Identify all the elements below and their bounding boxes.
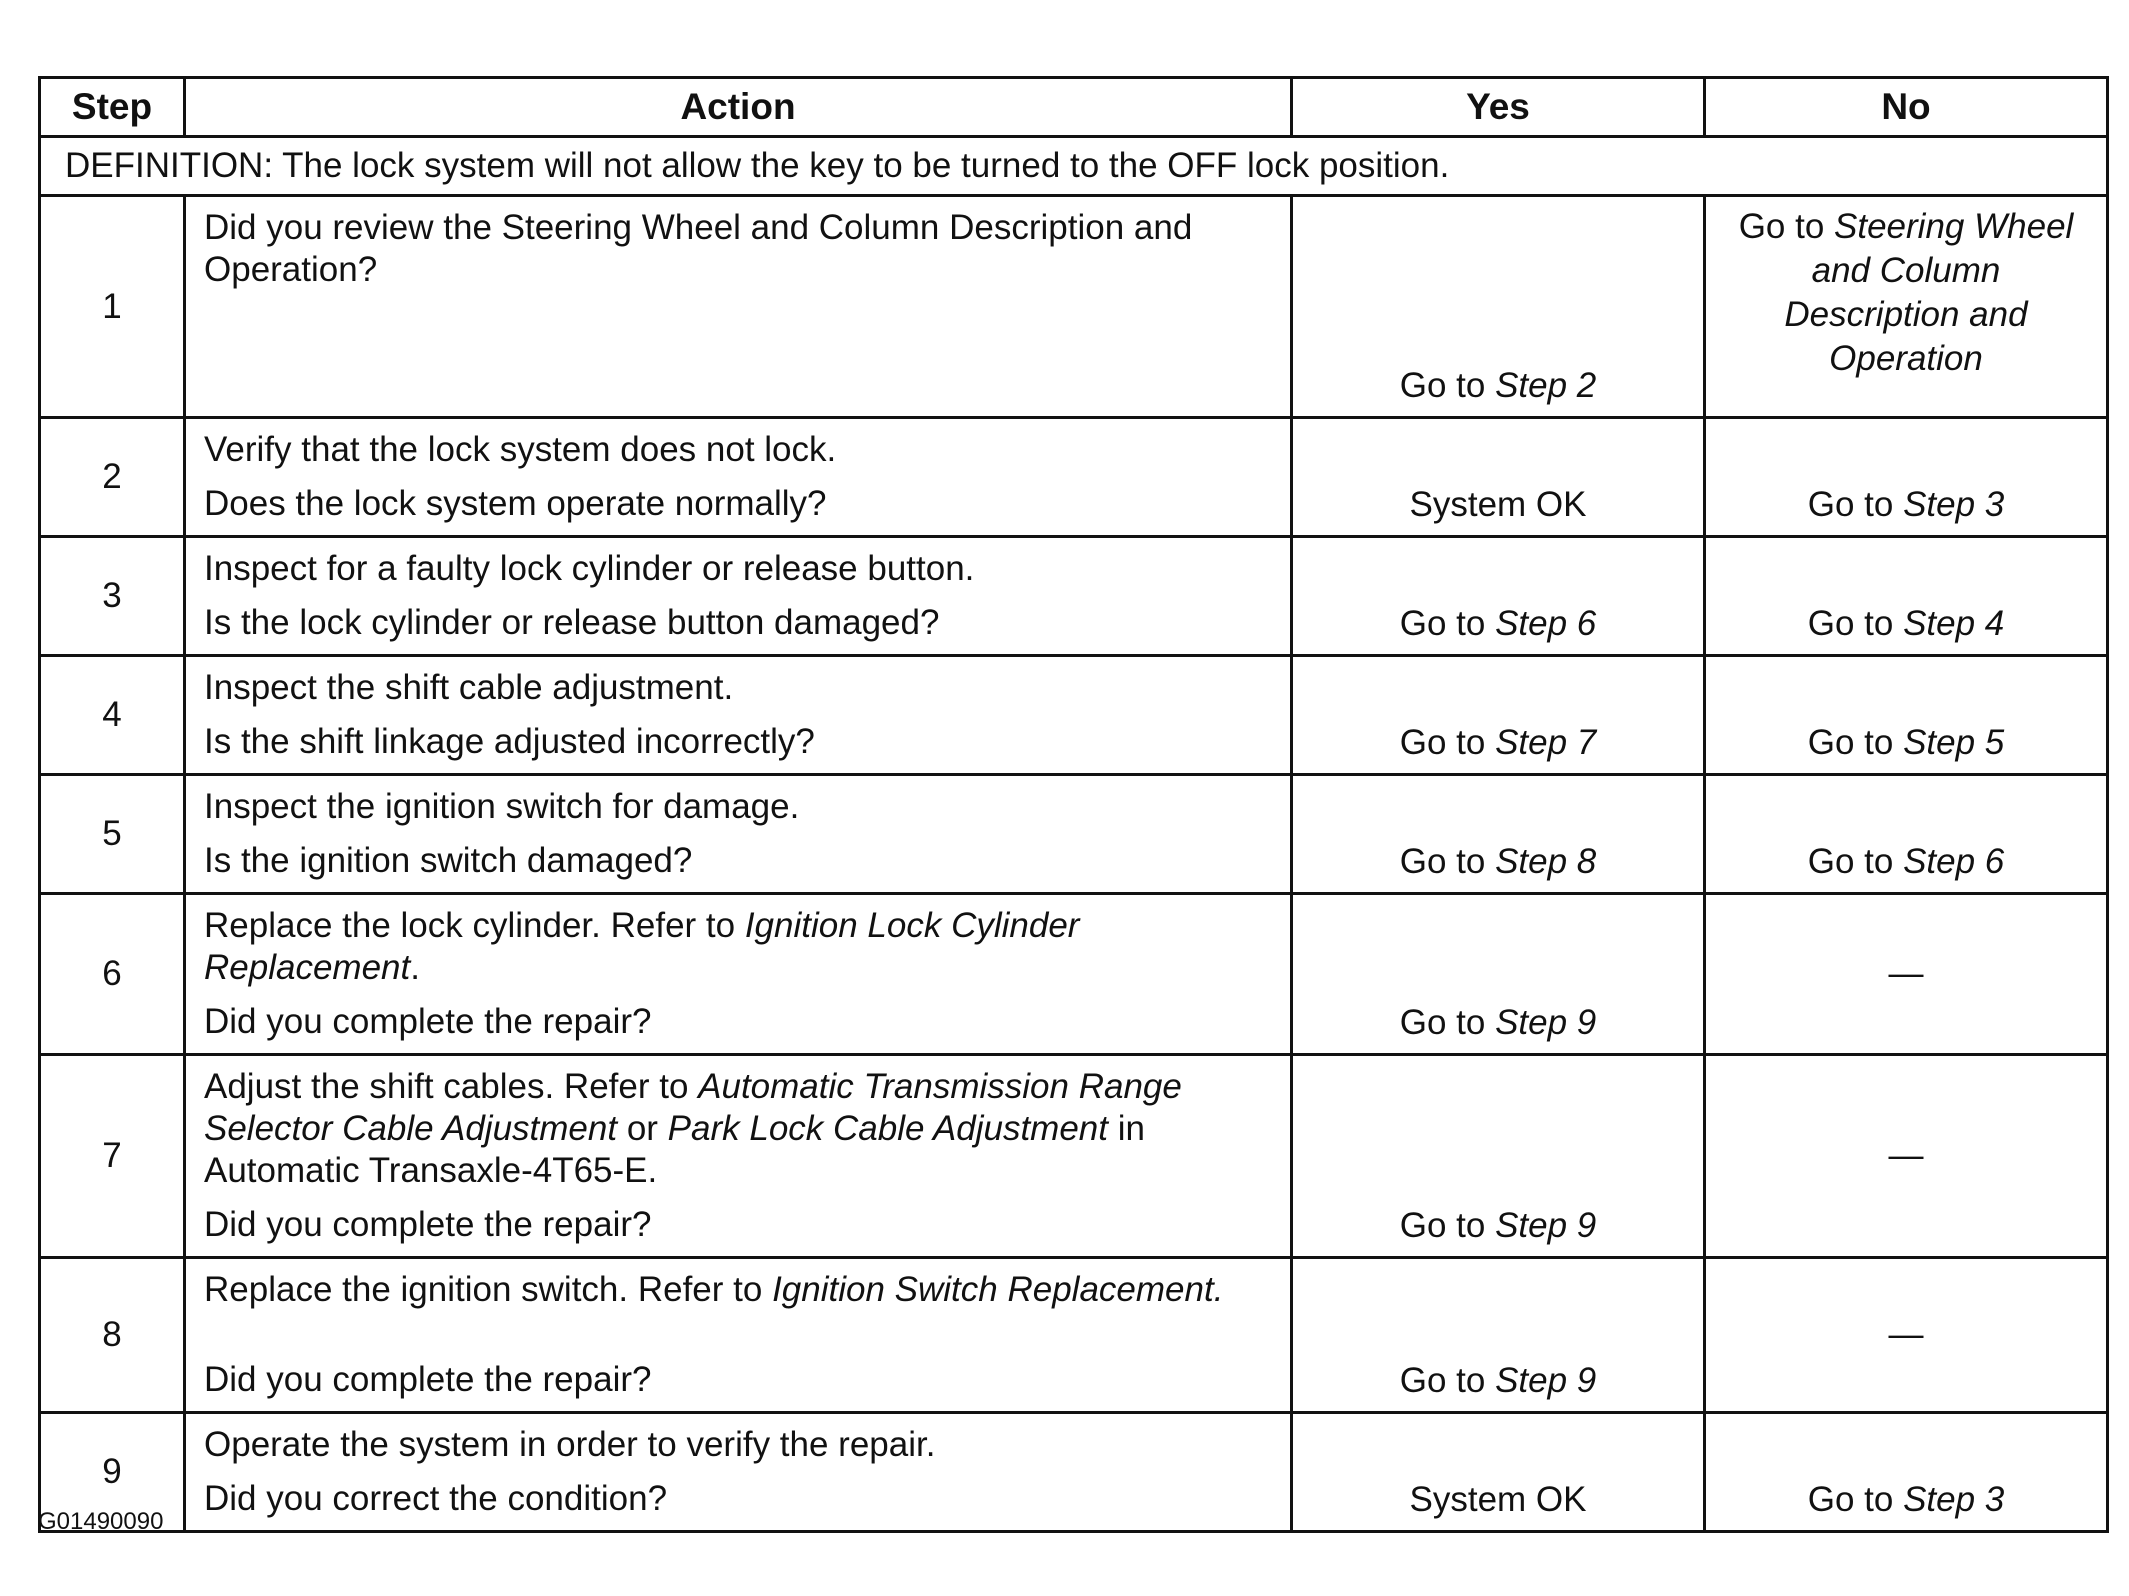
no-ref: Step 4 [1903,604,2005,643]
definition-row [40,137,2108,196]
header-row [40,78,2108,137]
yes-cell [1292,418,1705,537]
step-number: 3 [40,537,185,656]
no-dash: — [1888,1315,1924,1354]
no-prefix: Go to [1807,723,1904,762]
table-row [40,1055,2108,1258]
yes-cell [1292,1413,1705,1532]
action-text [204,1066,1272,1192]
action-ref: Automatic Transmission Range Selector Cable Adjustment [204,1067,1182,1148]
action-text: Did you review the Steering Wheel and Column Description and Operation? [204,208,1193,289]
step-number: 6 [40,894,185,1055]
action-question: Did you correct the condition? [204,1479,668,1518]
table-row [40,1413,2108,1532]
action-cell [185,1413,1292,1532]
yes-prefix: Go to [1399,1206,1496,1245]
step-number: 2 [40,418,185,537]
action-question: Did you complete the repair? [204,1205,652,1244]
no-prefix: Go to [1807,604,1904,643]
yes-ref: Step 9 [1495,1361,1597,1400]
step-number: 1 [40,196,185,418]
definition-text: DEFINITION: The lock system will not allow the key to be turned to the OFF lock position. [40,137,2108,196]
yes-ref: Step 2 [1495,366,1597,405]
yes-cell [1292,1055,1705,1258]
action-cell [185,1258,1292,1413]
yes-cell [1292,1258,1705,1413]
yes-cell [1292,656,1705,775]
table-row [40,775,2108,894]
action-text: Inspect for a faulty lock cylinder or release button. [204,549,975,588]
action-question: Is the lock cylinder or release button damaged? [204,603,940,642]
table-row [40,537,2108,656]
action-question: Is the ignition switch damaged? [204,841,693,880]
table-row [40,894,2108,1055]
table-row [40,196,2108,418]
no-cell [1705,1258,2108,1413]
no-ref: Step 5 [1903,723,2005,762]
no-cell [1705,894,2108,1055]
step-number: 5 [40,775,185,894]
action-cell [185,418,1292,537]
no-cell [1705,775,2108,894]
yes-cell [1292,775,1705,894]
action-ref: Ignition Lock Cylinder Replacement [204,906,1080,987]
header-step: Step [40,78,185,137]
step-number: 9 [40,1413,185,1532]
diagnostic-table [38,76,2109,1533]
action-cell [185,537,1292,656]
table-row [40,1258,2108,1413]
yes-prefix: Go to [1399,604,1496,643]
no-cell [1705,418,2108,537]
action-text: Verify that the lock system does not lock. [204,430,837,469]
no-ref: Step 6 [1903,842,2005,881]
no-cell [1705,1055,2108,1258]
action-cell [185,775,1292,894]
action-prefix: Adjust the shift cables. Refer to [204,1067,699,1106]
yes-prefix: Go to [1399,366,1496,405]
yes-prefix: Go to [1399,723,1496,762]
action-cell [185,894,1292,1055]
action-ref: Ignition Switch Replacement. [772,1270,1224,1309]
action-cell [185,1055,1292,1258]
header-no: No [1705,78,2108,137]
step-number: 8 [40,1258,185,1413]
yes-text: System OK [1409,485,1587,524]
table-row [40,418,2108,537]
figure-id: G01490090 [38,1508,164,1535]
no-prefix: Go to [1807,842,1904,881]
action-suffix: . [410,948,420,987]
action-ref-2: Park Lock Cable Adjustment [667,1109,1108,1148]
action-question: Did you complete the repair? [204,1360,652,1399]
yes-prefix: Go to [1399,1361,1496,1400]
no-prefix: Go to [1807,1480,1904,1519]
yes-text: System OK [1409,1480,1587,1519]
action-cell [185,196,1292,418]
no-cell [1705,1413,2108,1532]
no-cell [1705,537,2108,656]
no-ref: Step 3 [1903,1480,2005,1519]
no-prefix: Go to [1738,207,1835,246]
no-cell [1705,196,2108,418]
table-row [40,656,2108,775]
yes-prefix: Go to [1399,1003,1496,1042]
step-number: 7 [40,1055,185,1258]
action-suffix: in Automatic Transaxle-4T65-E. [204,1109,1145,1190]
yes-ref: Step 9 [1495,1206,1597,1245]
action-text [204,1269,1272,1311]
yes-cell [1292,537,1705,656]
action-prefix: Replace the lock cylinder. Refer to [204,906,745,945]
yes-ref: Step 7 [1495,723,1597,762]
action-question: Did you complete the repair? [204,1002,652,1041]
no-dash: — [1888,954,1924,993]
yes-ref: Step 9 [1495,1003,1597,1042]
action-text: Inspect the ignition switch for damage. [204,787,800,826]
action-mid: or [617,1109,668,1148]
no-prefix: Go to [1807,485,1904,524]
yes-ref: Step 6 [1495,604,1597,643]
action-text: Operate the system in order to verify the repair. [204,1425,936,1464]
action-prefix: Replace the ignition switch. Refer to [204,1270,773,1309]
step-number: 4 [40,656,185,775]
yes-prefix: Go to [1399,842,1496,881]
yes-cell [1292,196,1705,418]
action-cell [185,656,1292,775]
header-yes: Yes [1292,78,1705,137]
yes-ref: Step 8 [1495,842,1597,881]
no-ref: Step 3 [1903,485,2005,524]
spacer [204,1311,1272,1347]
header-action: Action [185,78,1292,137]
no-ref: Steering Wheel and Column Description and Operation [1784,207,2074,378]
no-dash: — [1888,1136,1924,1175]
action-text [204,905,1272,989]
action-question: Is the shift linkage adjusted incorrectly? [204,722,815,761]
action-text: Inspect the shift cable adjustment. [204,668,734,707]
yes-cell [1292,894,1705,1055]
action-question: Does the lock system operate normally? [204,484,827,523]
no-cell [1705,656,2108,775]
